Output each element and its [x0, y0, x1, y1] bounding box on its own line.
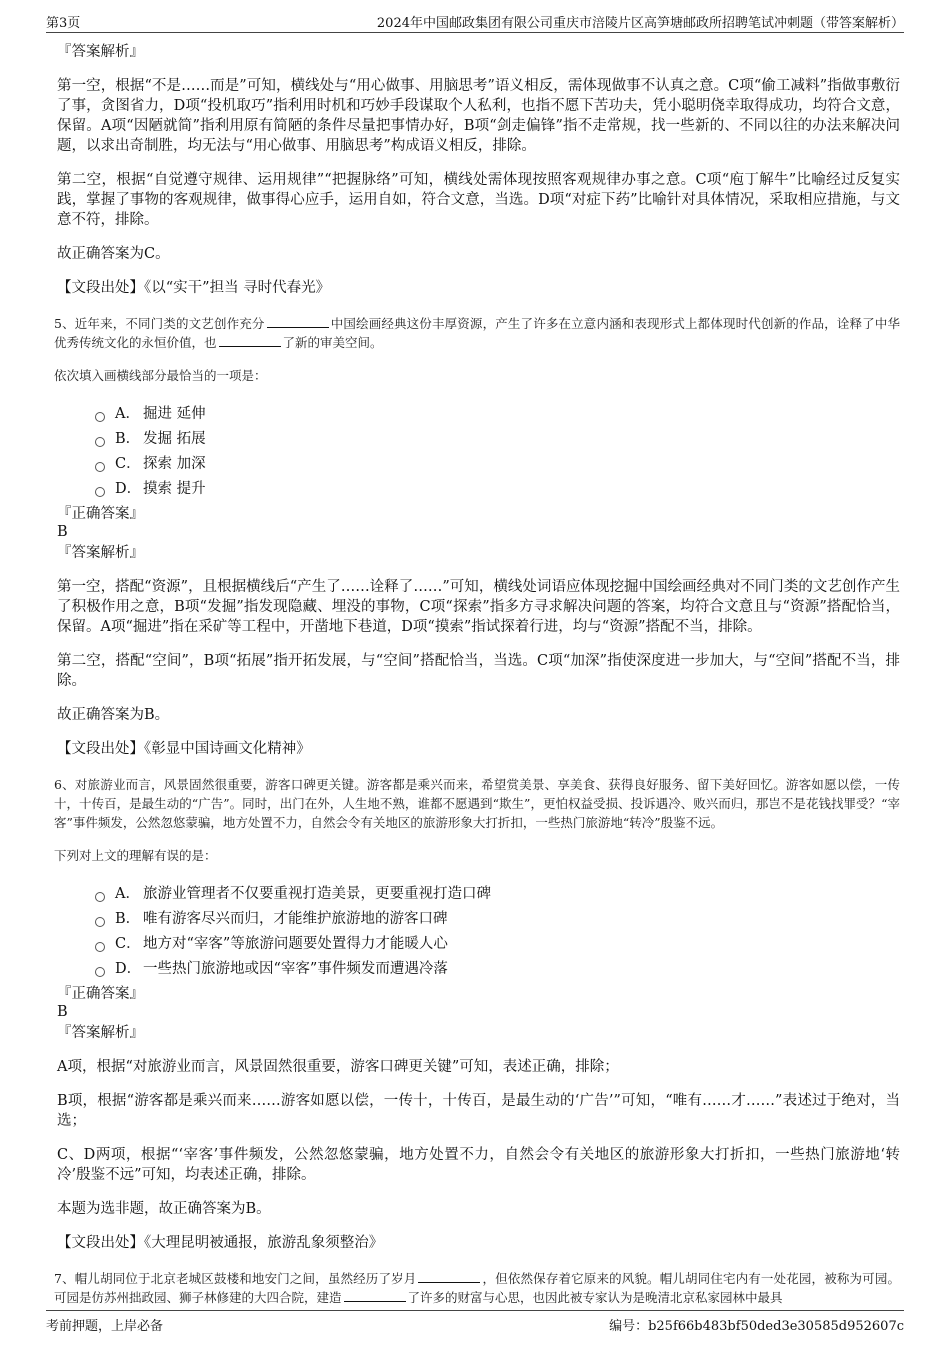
q7-question-text: 7、帽儿胡同位于北京老城区鼓楼和地安门之间，虽然经历了岁月 ，但依然保存着它原来的风貌。帽儿胡同住宅内有一处花园，被称为可园。可园是仿苏州拙政园、狮子林修建的大四合院，建造 了许多的财富与心思，也因此被专家认为是晚清北京私家园林中最具 [54, 1271, 900, 1305]
q6-source: 【文段出处】《大理昆明被通报，旅游乱象须整治》 [57, 1235, 384, 1251]
q4-source: 【文段出处】《以“实干”担当 寻时代春光》 [57, 280, 331, 296]
q6-options [95, 881, 900, 981]
q5-answer-label: 『正确答案』 [57, 506, 144, 522]
radio-icon[interactable] [95, 412, 105, 422]
q5-prompt: 依次填入画横线部分最恰当的一项是： [54, 368, 267, 383]
q6-option-c[interactable]: C． 地方对“宰客”等旅游问题要处置得力才能暖人心 [95, 931, 900, 956]
q7-blank-1 [418, 1270, 480, 1283]
document-body [54, 42, 900, 1321]
radio-icon[interactable] [95, 462, 105, 472]
q6-option-d[interactable]: D． 一些热门旅游地或因“宰客”事件频发而遭遇冷落 [95, 956, 900, 981]
q6-prompt: 下列对上文的理解有误的是： [54, 848, 217, 863]
q5-option-a[interactable]: A． 掘进 延伸 [95, 401, 900, 426]
q6-answer: B [57, 1004, 68, 1020]
page-header [46, 10, 904, 33]
page-footer [46, 1310, 904, 1335]
radio-icon[interactable] [95, 487, 105, 497]
q5-option-c[interactable]: C． 探索 加深 [95, 451, 900, 476]
q6-option-a[interactable]: A． 旅游业管理者不仅要重视打造美景，更要重视打造口碑 [95, 881, 900, 906]
q4-conclusion: 故正确答案为C。 [57, 246, 170, 262]
document-title: 2024年中国邮政集团有限公司重庆市涪陵片区高笋塘邮政所招聘笔试冲刺题（带答案解析） [376, 16, 904, 31]
q5-blank-1 [267, 315, 329, 328]
radio-icon[interactable] [95, 967, 105, 977]
radio-icon[interactable] [95, 892, 105, 902]
radio-icon[interactable] [95, 917, 105, 927]
q5-analysis-label: 『答案解析』 [57, 545, 144, 561]
q6-analysis-label: 『答案解析』 [57, 1025, 144, 1041]
q5-conclusion: 故正确答案为B。 [57, 707, 170, 723]
radio-icon[interactable] [95, 437, 105, 447]
q7-blank-2 [344, 1289, 406, 1302]
q5-analysis-p1: 第一空，搭配“资源”，且根据横线后“产生了……诠释了……”可知，横线处词语应体现挖掘中国绘画经典对不同门类的文艺创作产生了积极作用之意，B项“发掘”指发现隐藏、埋没的事物，C项“探索”指多方寻求解决问题的答案，均符合文意且与“资源”搭配恰当，保留。A项“掘进”指在采矿等工程中，开凿地下巷道，D项“摸索”指试探着行进，均与“资源”搭配不当，排除。 [57, 579, 900, 635]
radio-icon[interactable] [95, 942, 105, 952]
q5-source: 【文段出处】《彰显中国诗画文化精神》 [57, 741, 311, 757]
page-number: 第3页 [46, 16, 81, 31]
q6-question-text: 6、对旅游业而言，风景固然很重要，游客口碑更关键。游客都是乘兴而来，希望赏美景、享美食、获得良好服务、留下美好回忆。游客如愿以偿，一传十，十传百，是最生动的“广告”。同时，出门在外，人生地不熟，谁都不愿遇到“欺生”，更怕权益受损、投诉遇冷、败兴而归，那岂不是花钱找罪受？“宰客”事件频发，公然忽悠蒙骗，地方处置不力，自然会令有关地区的旅游形象大打折扣，一些热门旅游地“转冷”殷鉴不远。 [54, 777, 900, 830]
q4-analysis-label: 『答案解析』 [57, 44, 144, 60]
q6-answer-label: 『正确答案』 [57, 986, 144, 1002]
q4-analysis-p2: 第二空，根据“自觉遵守规律、运用规律”“把握脉络”可知，横线处需体现按照客观规律办事之意。C项“庖丁解牛”比喻经过反复实践，掌握了事物的客观规律，做事得心应手，运用自如，符合文意，当选。D项“对症下药”比喻针对具体情况，采取相应措施，与文意不符，排除。 [57, 172, 900, 228]
q5-option-b[interactable]: B． 发掘 拓展 [95, 426, 900, 451]
q5-blank-2 [219, 334, 281, 347]
q6-analysis-p2: B项，根据“游客都是乘兴而来……游客如愿以偿，一传十，十传百，是最生动的‘广告’”可知，“唯有……才……”表述过于绝对，当选； [57, 1093, 900, 1129]
q5-options [95, 401, 900, 501]
q5-question-text: 5、近年来，不同门类的文艺创作充分 中国绘画经典这份丰厚资源，产生了许多在立意内涵和表现形式上都体现时代创新的作品，诠释了中华优秀传统文化的永恒价值，也 了新的审美空间。 [54, 316, 900, 350]
q6-option-b[interactable]: B． 唯有游客尽兴而归，才能维护旅游地的游客口碑 [95, 906, 900, 931]
q6-conclusion: 本题为选非题，故正确答案为B。 [57, 1201, 271, 1217]
q6-analysis-p1: A项，根据“对旅游业而言，风景固然很重要，游客口碑更关键”可知，表述正确，排除； [57, 1059, 619, 1075]
footer-serial: 编号：b25f66b483bf50ded3e30585d952607c [609, 1319, 904, 1334]
q5-analysis-p2: 第二空，搭配“空间”，B项“拓展”指开拓发展，与“空间”搭配恰当，当选。C项“加深”指使深度进一步加大，与“空间”搭配不当，排除。 [57, 653, 900, 689]
q5-answer: B [57, 524, 68, 540]
q5-option-d[interactable]: D． 摸索 提升 [95, 476, 900, 501]
footer-slogan: 考前押题，上岸必备 [46, 1319, 164, 1334]
q6-analysis-p3: C、D两项，根据“‘宰客’事件频发，公然忽悠蒙骗，地方处置不力，自然会令有关地区的旅游形象大打折扣，一些热门旅游地‘转冷’殷鉴不远”可知，均表述正确，排除。 [57, 1147, 900, 1183]
q4-analysis-p1: 第一空，根据“不是……而是”可知，横线处与“用心做事、用脑思考”语义相反，需体现做事不认真之意。C项“偷工减料”指做事敷衍了事，贪图省力，D项“投机取巧”指利用时机和巧妙手段谋取个人私利，也指不愿下苦功夫，凭小聪明侥幸取得成功，均符合文意，保留。A项“因陋就简”指利用原有简陋的条件尽量把事情办好，B项“剑走偏锋”指不走常规，找一些新的、不同以往的办法来解决问题，以求出奇制胜，均无法与“用心做事、用脑思考”构成语义相反，排除。 [57, 78, 900, 154]
